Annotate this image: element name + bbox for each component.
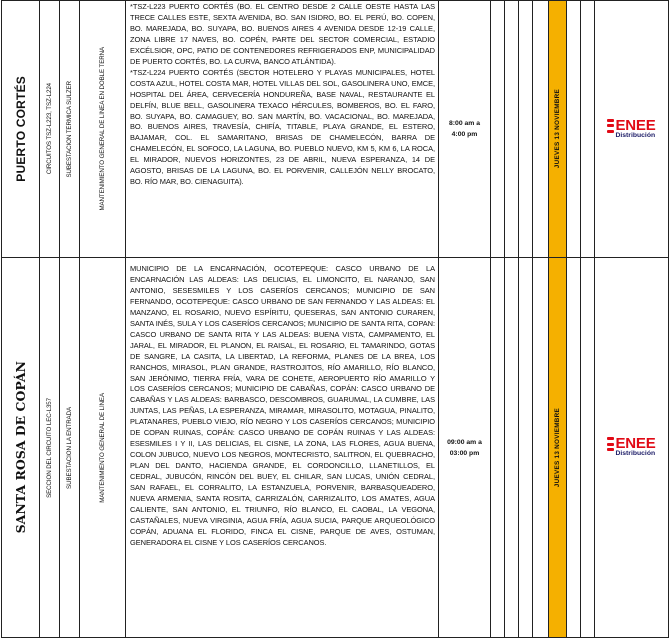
affected-areas-paragraph: *TSZ-L224 PUERTO CORTÉS (SECTOR HOTELERO Y PLAYAS MUNICIPALES, HOTEL COSTA AZUL, HOTEL COSTA MAR, HOTEL VILLAS DEL SOL, GASOLINERA UNO, EMCE, HOSPITAL DEL ÁREA, CERVECERÍA HONDUREÑA, BASE NAVAL, RESTAURANTE EL DELFÍN, BLUE BELL, GASOLINERA TEXACO HÉRCULES, BOMBEROS, BO. EL FARO, BO. SUYAPA, BO. CAMAGUEY, BO. SAN MARTÍN, BO. VACACIONAL, BO. MAREJADA, BO. BUENOS AIRES, TRAVESÍA, CHIFÍA, TITABLE, PLAYA GRANDE, EL ESTERO, BAJAMAR, COL. EL SAMARITANO, BRISAS DE CHAMELECÓN, BARRA DE CHAMELECÓN, EL SOFOCO, LA LAGUNA, BO. PUEBLO NUEVO, KM 5, KM 6, LA ROCA, EL MIRADOR, NUEVOS HORIZONTES, 23 DE ABRIL, NUEVA ESPERANZA, 14 DE AGOSTO, BRISAS DE LA LAGUNA, BO. EL PORVENIR, CALLEJÓN NELLY BROCATO, BO. RÍO MAR, BO. CIENAGUITA). [130,67,435,187]
substation-label: SUBESTACIÓN LA ENTRADA [66,406,73,489]
time-start: 09:00 am a [447,438,482,446]
enee-logo-icon [607,119,614,134]
enee-logo-subtitle: Distribución [615,131,656,139]
blank-cell [491,258,505,638]
blank-cell [581,258,595,638]
enee-logo [607,437,655,458]
substation-cell [60,1,80,258]
affected-areas-cell [126,258,439,638]
circuit-cell [40,1,60,258]
substation-cell [60,258,80,638]
blank-cell [505,258,519,638]
time-cell [439,1,491,258]
day-cell [549,258,567,638]
time-end: 03:00 pm [449,449,480,457]
circuit-cell [40,258,60,638]
enee-logo [607,116,656,140]
blank-cell [491,1,505,258]
day-label: JUEVES 13 NOVIEMBRE [554,89,561,169]
enee-logo-word: ENEE [615,435,656,452]
time-end: 4:00 pm [451,131,478,138]
affected-areas-paragraph: *TSZ-L223 PUERTO CORTÉS (BO. EL CENTRO DESDE 2 CALLE OESTE HASTA LAS TRECE CALLES ESTE, SEXTA AVENIDA, BO. SAN ISIDRO, BO. EL PERÚ, BO. COPEN, BO. MAREJADA, BO. SUYAPA, BO. BUENOS AIRES 4 AVENIDA DESDE 12-19 CALLE, ZONA LIBRE 17 NAVES, BO. COPÉN, PARTE DEL SECTOR COMERCIAL, ESTADIO EXCÉLSIOR, OPC, PATIO DE CONTENEDORES REFRIGERADOS ENP, MUNICIPALIDAD DE PUERTO CORTÉS, BO. LA CURVA, BANCO ATLÁNTIDA). [130,2,435,66]
circuit-label: SECCIÓN DEL CIRCUITO LEC-L357 [46,397,53,498]
zone-cell [2,1,40,258]
zone-name: SANTA ROSA DE COPÁN [13,361,28,534]
blank-cell [567,258,581,638]
day-label: JUEVES 13 NOVIEMBRE [554,407,561,488]
blank-cell [533,1,549,258]
affected-areas-paragraph: MUNICIPIO DE LA ENCARNACIÓN, OCOTEPEQUE: CASCO URBANO DE LA ENCARNACIÓN LAS ALDEAS: LAS DELICIAS, EL LIMONCITO, EL NARANJO, SAN ANTONIO, SESESMILES Y LOS CASERÍOS CERCANOS; MUNICIPIO DE SAN FERNANDO, OCOTEPEQUE: CASCO URBANO DE SAN FERNANDO Y LAS ALDEAS: EL MANZANO, EL ROSARIO, NUEVO ESPÍRITU, QUESERAS, SAN ANTONIO CURAREN, SANTA INÉS, SULA Y LOS CASERÍOS CERCANOS; MUNICIPIO DE SANTA RITA, COPAN: CASCO URBANO DE SANTA RITA Y LAS ALDEAS: BUENA VISTA, CAMPAMENTO, EL JARAL, EL MIRADOR, EL PLANON, EL RAISAL, EL ROSARIO, EL TAMARINDO, GOTAS DE SANGRE, LA CASITA, LA LIBERTAD, LA REFORMA, PLANES DE LA BREA, LOS RANCHOS, MIRASOL, PLAN GRANDE, RASTROJITOS, RÍO AMARILLO, RÍO BLANCO, SAN JERÓNIMO, TIERRA FRÍA, VARA DE COHETE, AEROPUERTO RÍO AMARILLO Y LOS CASERÍOS CERCANOS; MUNICIPIO DE CABAÑAS, COPÁN: CASCO URBANO DE CABAÑAS Y LAS ALDEAS: BARBASCO, DESCOMBROS, GUARUMAL, LA CUMBRE, LAS JUNTAS, LAS PEÑAS, LA ESPERANZA, MIRAMAR, MIRASOLITO, MOTAGUA, PINALITO, PLATANARES, PUEBLO VIEJO, RÍO NEGRO Y LOS CASERÍOS CERCANOS; MUNICIPIO DE COPAN RUINAS, COPÁN: CASCO URBANO DE COPÁN RUINAS Y LAS ALDEAS: ESESMILES I Y II, LAS DELICIAS, EL CISNE, LA ZONA, LAS FLORES, AGUA BUENA, COLON JUBUCO, NUEVO LOS NEGROS, MONTECRISTO, SALITRON, EL QUEBRACHO, PLAN DEL DANTO, HACIENDA GRANDE, EL CORDONCILLO, LLANETILLOS, EL CEDRAL, JUBUCÓN, RINCÓN DEL BUEY, EL CHILAR, SAN LUCAS, UNIÓN CEDRAL, SAN RAFAEL, EL CORRALITO, LA ESTANZUELA, PORVENIR, BARBASQUEADERO, NUEVA ARMENIA, SANTA ROSITA, CARRIZALÓN, CARRIZALITO, LOS AMATES, AGUA CALIENTE, SAN ANTONIO, EL TRIUNFO, RÍO BLANCO, EL CAOBAL, LA VEGONA, CASTAÑALES, NUEVA VIRGINIA, AGUA FRÍA, AGUA SUCIA, PARQUE ARQUEOLÓGICO COPÁN, ADUANA EL FLORIDO, FINCA EL CISNE, PARQUE DE AVES, OSTUMAN, GENERADORA EL CISNE Y LOS CASERÍOS CERCANOS. [130,264,435,547]
outage-schedule-table [1,0,669,638]
enee-logo-icon [607,437,614,452]
blank-cell [519,1,533,258]
zone-name: PUERTO CORTÉS [13,76,28,182]
zone-cell [2,258,40,638]
schedule-row [2,258,669,638]
work-cell [80,258,126,638]
work-description: MANTENIMIENTO GENERAL DE LÍNEA EN DOBLE TERNA [99,47,106,211]
enee-logo-subtitle: Distribución [615,450,656,457]
logo-cell [595,1,669,258]
day-cell [549,1,567,258]
blank-cell [519,258,533,638]
time-start: 8:00 am a [449,120,480,127]
blank-cell [505,1,519,258]
affected-areas-cell [126,1,439,258]
work-description: MANTENIMIENTO GENERAL DE LÍNEA [99,392,106,503]
blank-cell [533,258,549,638]
schedule-row [2,1,669,258]
enee-logo-word: ENEE [615,116,656,134]
logo-cell [595,258,669,638]
blank-cell [581,1,595,258]
circuit-label: CIRCUITOS TSZ-L223, TSZ-L224 [46,83,53,175]
blank-cell [567,1,581,258]
substation-label: SUBESTACIÓN TÉRMICA SULZER [66,80,73,178]
work-cell [80,1,126,258]
time-cell [439,258,491,638]
